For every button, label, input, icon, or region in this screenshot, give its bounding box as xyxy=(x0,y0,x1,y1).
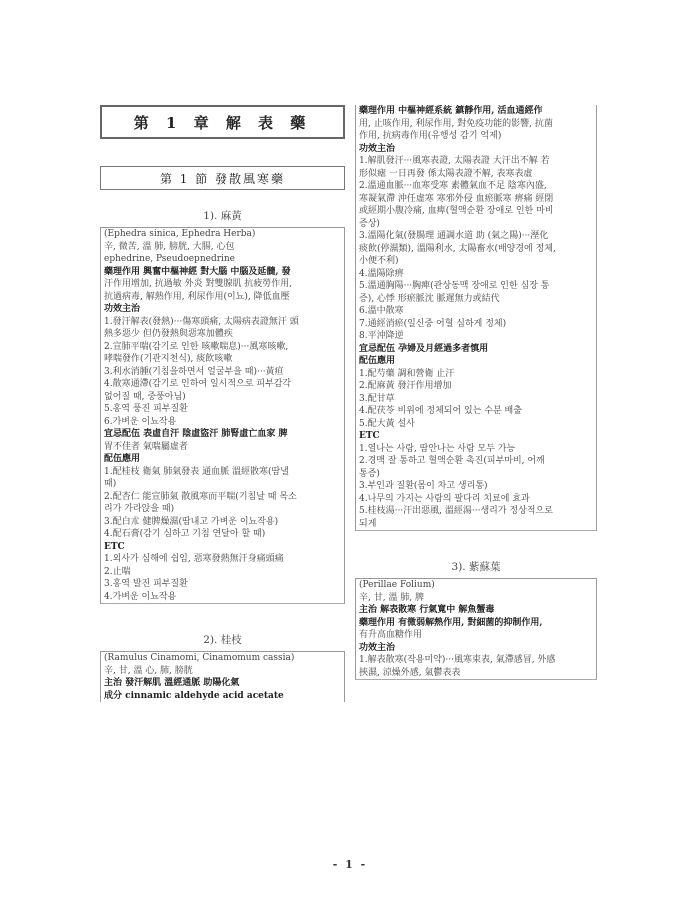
herb1-line: 리가 가라앉을 때) xyxy=(104,504,175,514)
herb1-line: 2.配杏仁 能宣肺氣 散風寒而平喘(기침날 때 목소 xyxy=(104,491,297,502)
herb1-line: 5.홍역 풍진 피부질환 xyxy=(104,404,188,414)
right-column xyxy=(355,105,597,680)
herb2_cont-line: 증), 心悸 形瘀脈沈 脈遲無力或結代 xyxy=(359,293,500,304)
herb2_cont-line: 宜忌配伍 孕婦及月經過多者慎用 xyxy=(359,343,489,354)
herb1-line: 3.홍역 발진 피부질환 xyxy=(104,579,188,589)
herb1-line: 3.配白朮 健脾燥濕(땀내고 가벼운 이뇨작용) xyxy=(104,516,279,527)
herb3-line: 1.解表散寒(작용미약)···風寒束表, 氣滯感冒, 外感 xyxy=(359,655,556,665)
herb2-line: 辛, 甘, 溫 心, 肺, 膀胱 xyxy=(104,665,193,676)
section-title: 第 1 節 發散風寒藥 xyxy=(100,166,345,190)
herb2_cont-line: 4.溫陽除痹 xyxy=(359,268,404,279)
herb1-line: 辛, 微苦, 溫 肺, 膀胱, 大腸, 心包 xyxy=(104,241,235,252)
herb2_cont-line: 8.平沖降逆 xyxy=(359,331,404,341)
herb2_cont-line: 3.부인과 질환(몸이 차고 생리통) xyxy=(359,481,488,491)
herb1-line: 抗過病毒, 解熱作用, 利尿作用(이뇨), 降低血壓 xyxy=(104,291,290,302)
herb3-line: 辛, 甘, 溫 肺, 脾 xyxy=(359,592,425,603)
herb2_cont-line: 2.경맥 잘 통하고 혈액순환 촉진(피부마비, 어깨 xyxy=(359,456,545,466)
herb1-line: 4.散寒通滯(감기로 인하여 일시적으로 피부감각 xyxy=(104,379,292,389)
herb1-line: 2.宣肺平喘(감기로 인한 咳嗽喘息)···風寒咳嗽, xyxy=(104,341,289,352)
herb2_cont-line: 用, 止咳作用, 利尿作用, 對免疫功能的影響, 抗菌 xyxy=(359,118,553,129)
herb2-block xyxy=(100,651,345,702)
herb2_cont-line: 痰飲(停濕類), 溫陽利水, 太陽畜水(배양경에 정체, xyxy=(359,243,556,254)
herb2_cont-line: 功效主治 xyxy=(359,143,396,154)
herb1-line: 汗作用增加, 抗過敏 外炎 對雙腺肌 抗疲勞作用, xyxy=(104,279,293,289)
herb1-line: 1.配桂枝 衛氣 肺氣發表 通血脈 溫經散寒(땀낼 xyxy=(104,466,289,477)
herb3-line: (Perillae Folium) xyxy=(359,580,435,590)
herb1-line: 宜忌配伍 表虛自汗 陰虛盜汗 肺腎虛亡血家 脾 xyxy=(104,429,288,439)
herb2_cont-line: 配伍應用 xyxy=(359,356,396,366)
herb1-line: 功效主治 xyxy=(104,304,141,314)
herb1-block xyxy=(100,227,345,604)
herb1-line: 熱多惡少 但仍發熱與惡寒加體疾 xyxy=(104,329,233,339)
herb2_cont-line: 4.나무의 가지는 사람의 팔다리 치료에 효과 xyxy=(359,493,530,504)
herb2_cont-line: 7.通經消瘀(일신중 어혈 심하게 정체) xyxy=(359,318,507,329)
herb2_cont-line: 4.配茯苓 비위에 정체되어 있는 수분 배출 xyxy=(359,406,522,416)
herb2-line: 成分 cinnamic aldehyde acid acetate xyxy=(104,690,284,701)
herb2_cont-line: 或經期小腹冷痛, 血痺(혈액순환 장애로 인한 마비 xyxy=(359,206,554,216)
herb2_cont-line: 5.配大黃 설사 xyxy=(359,418,415,429)
herb1-line: 4.가벼운 이뇨작용 xyxy=(104,591,177,602)
herb2-heading: 2). 桂枝 xyxy=(203,634,242,646)
herb2_cont-line: 3.溫陽化氣(發腸理 通調水道 助 (氣之陽)···溼化 xyxy=(359,231,549,241)
herb3-heading: 3). 紫蘇葉 xyxy=(451,561,501,573)
herb1-line: 없어질 때, 중풍아님) xyxy=(104,391,186,402)
herb2_cont-line: 되게 xyxy=(359,518,377,529)
herb2_cont-line: 形似瘧 一日再發 係太陽表證不解, 表寒表虛 xyxy=(359,168,533,179)
herb2_cont-line: 作用, 抗病毒作用(유행성 감기 억제) xyxy=(359,131,502,141)
herb1-line: 4.配石膏(감기 심하고 기침 연달아 할 때) xyxy=(104,529,266,539)
herb3-line: 挾濕, 涼燥外感, 氣鬱表表 xyxy=(359,667,461,678)
left-column xyxy=(100,105,345,702)
herb1-line: 1.發汗解表(發熱)···傷寒頭痛, 太陽病表證無汗 頭 xyxy=(104,316,299,327)
herb1-line: ETC xyxy=(104,541,125,552)
herb2-line: (Ramulus Cinamomi, Cinamomum cassia) xyxy=(104,653,295,663)
herb1-line: 2.止喘 xyxy=(104,566,131,577)
herb2-line: 主治 發汗解肌 溫經通脈 助陽化氣 xyxy=(104,678,240,688)
herb3-block xyxy=(355,578,597,680)
herb2_cont-line: ETC xyxy=(359,431,380,441)
herb1-line: 때) xyxy=(104,479,117,489)
page-number: - 1 - xyxy=(332,858,368,871)
herb2_cont-line: 1.解肌發汗···風寒表證, 太陽表證 大汗出不解 若 xyxy=(359,156,550,166)
herb2-continued-block xyxy=(355,105,597,531)
herb2_cont-line: 3.配甘草 xyxy=(359,393,395,404)
herb2_cont-line: 2.溫通血脈···血寒受寒 素體氣血不足 陰寒內盛, xyxy=(359,181,547,191)
herb3-line: 有升高血糖作用 xyxy=(359,630,423,640)
herb1-line: 配伍應用 xyxy=(104,454,141,464)
herb1-line: ephedrine, Pseudoepnedrine xyxy=(104,254,236,264)
herb3-line: 主治 解表散寒 行氣寬中 解魚蟹毒 xyxy=(359,605,495,615)
herb1-line: 藥理作用 興奮中樞神經 對大腦 中腦及延髓, 發 xyxy=(104,266,291,277)
herb1-line: 6.가벼운 이뇨작용 xyxy=(104,416,177,427)
herb1-line: 胃不佳者 氣喘屬虛者 xyxy=(104,441,188,452)
herb1-heading: 1). 麻黃 xyxy=(203,210,242,222)
herb2_cont-line: 2.配麻黃 發汗作用增加 xyxy=(359,381,452,391)
herb2_cont-line: 寒凝氣滯 沖任虛寒 寒邪外侵 血瘀脈寒 痹痛 經閉 xyxy=(359,193,554,204)
herb1-line: 3.利水消腫(기침을하면서 얼굴부을 때)···黃疸 xyxy=(104,366,284,377)
herb2_cont-line: 6.溫中散寒 xyxy=(359,306,404,316)
herb2_cont-line: 5.桂枝湯···汗出惡風, 溫經湯···생리가 정상적으로 xyxy=(359,506,553,516)
herb2_cont-line: 통증) xyxy=(359,468,380,479)
herb2_cont-line: 藥理作用 中樞神經系統 鎮靜作用, 活血通經作 xyxy=(359,106,543,116)
chapter-title: 第 1 章 解 表 藥 xyxy=(100,105,345,139)
herb2_cont-line: 5.溫通胸陽···胸痺(관상동맥 장애로 인한 심장 통 xyxy=(359,281,550,291)
herb3-line: 藥理作用 有微弱解熱作用, 對細菌的抑制作用, xyxy=(359,617,543,628)
herb1-line: (Ephedra sinica, Ephedra Herba) xyxy=(104,229,256,239)
herb2_cont-line: 小便不利) xyxy=(359,256,399,266)
herb2_cont-line: 증상) xyxy=(359,218,380,229)
herb2_cont-line: 1.配芍藥 調和營衛 止汗 xyxy=(359,368,455,379)
herb3-line: 功效主治 xyxy=(359,642,396,653)
herb2_cont-line: 1.열나는 사람, 땀안나는 사람 모두 가능 xyxy=(359,443,516,454)
herb1-line: 哮喘發作(기관지천식), 痰飲咳嗽 xyxy=(104,354,233,364)
herb1-line: 1.외사가 심해에 쉽임, 惡寒發熱無汗身痛頭痛 xyxy=(104,554,284,564)
